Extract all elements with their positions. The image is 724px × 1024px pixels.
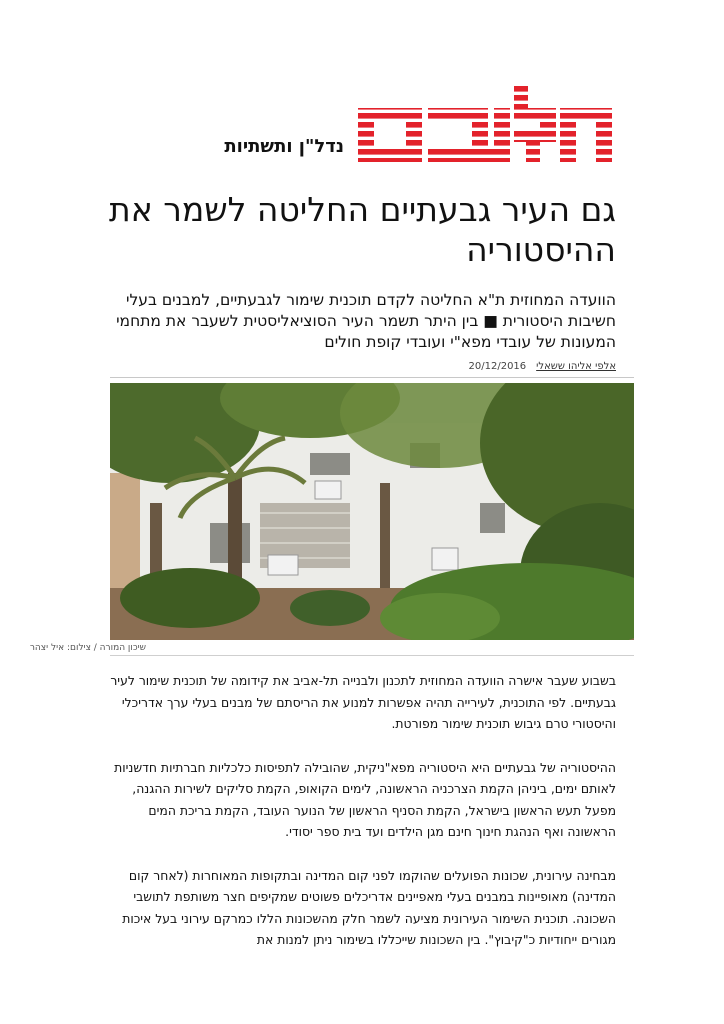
- subhead: הוועדה המחוזית ת"א החליטה לקדם תוכנית שימור לגבעתיים, למבנים בעלי חשיבות היסטורית ■ בין היתר תשמר העיר הסוציאליסטית לשעבר את מתחמי המעונות של עובדי מפא"י ועובדי קופת חולים: [116, 291, 616, 351]
- globes-logo[interactable]: [354, 86, 616, 164]
- headline: גם העיר גבעתיים החליטה לשמר את ההיסטוריה: [109, 190, 616, 269]
- paragraph: בשבוע שעבר אישרה הוועדה המחוזית לתכנון ולבנייה תל-אביב את קידומה של תוכנית שימור לעיר גבעתיים. לפי התוכנית, לעירייה תהיה אפשרות למנוע את הריסתם של מבנים בעלי ערך אדריכלי והיסטורי טרם גיבוש תוכנית שימור מפורטת.: [110, 673, 616, 731]
- publish-date: 20/12/2016: [468, 361, 527, 372]
- section-name[interactable]: נדל"ן ותשתיות: [224, 136, 344, 157]
- paragraph: מבחינה עירונית, שכונות הפועלים שהוקמו לפני קום המדינה ובתקופות המאוחרות (לאחר קום המדינה) מאופיינות במבנים בעלי מאפיינים אדריכלים פשוטים שמקיפים חצר משותפת לתושבי השכונה. תוכנית השימור העירונית מציעה לשמר חלק מהשכונות הללו כמרקם עירוני בעל איכות מגורים ייחודיות כ"קיבוץ". בין השכונות שייכללו בשימור ניתן למנות את: [122, 867, 616, 947]
- author-link[interactable]: אלפי אליהו ששאלי: [536, 361, 616, 372]
- article-photo: [110, 383, 634, 640]
- article-body: [98, 670, 616, 973]
- photo-caption: שיכון המורה / צילום: איל יצהר: [29, 643, 146, 653]
- masthead: [206, 86, 616, 166]
- divider: [110, 655, 634, 656]
- divider: [110, 377, 634, 378]
- paragraph: ההיסטוריה של גבעתיים היא היסטוריה מפא"ניקית, שהובילה לתפיסות כלכליות חברתיות חדשניות לאותם ימים, ביניהן הקמת הצרכניה הראשונה, לימים הקואופ, הקמת סליקים לשירות ההגנה, מפעל תעש הראשון בישראל, הקמת הסניף הראשון של הנוער העובד, הקמת בריכת המים הראשונה ואף הנהגת חינוך חינם מגן הילדים ועד בית ספר יסודי.: [114, 759, 616, 839]
- byline: [469, 361, 616, 372]
